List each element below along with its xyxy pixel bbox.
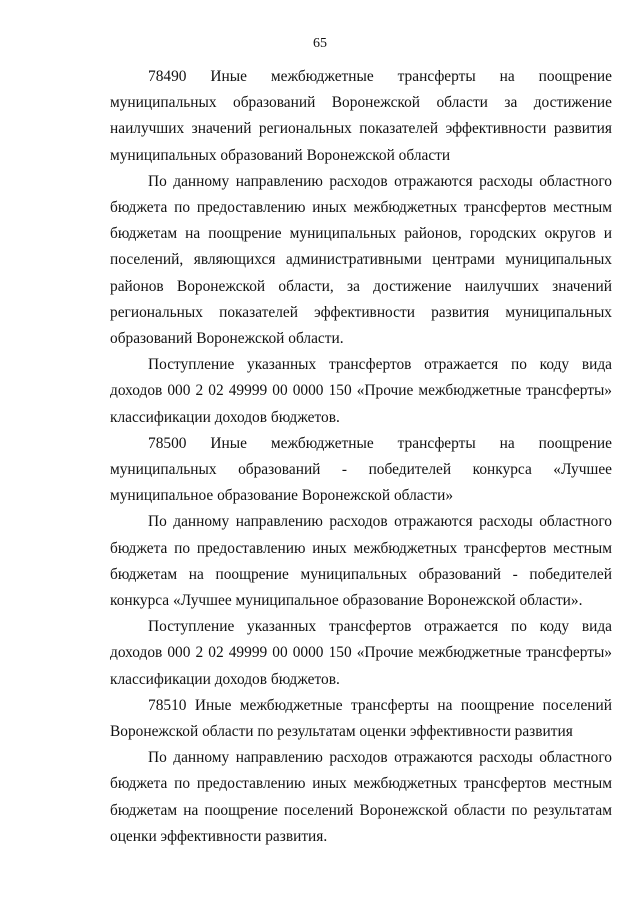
page-number: 65: [313, 36, 327, 51]
paragraph-78500-income-code: Поступление указанных трансфертов отражается по коду вида доходов 000 2 02 49999 00 0000 150 «Прочие межбюджетные трансферты» классификации доходов бюджетов.: [110, 618, 612, 688]
document-body: [110, 64, 612, 850]
section-heading-78490: 78490 Иные межбюджетные трансферты на поощрение муниципальных образований Воронежской области за достижение наилучших значений региональных показателей эффективности развития муниципальных образований Воронежской области: [110, 68, 612, 164]
section-heading-78510: 78510 Иные межбюджетные трансферты на поощрение поселений Воронежской области по результатам оценки эффективности развития: [110, 696, 612, 741]
paragraph-78490-description: По данному направлению расходов отражаются расходы областного бюджета по предоставлению иных межбюджетных трансфертов местным бюджетам на поощрение муниципальных районов, городских округов и поселений, являющихся административными центрами муниципальных районов Воронежской области, за достижение наилучших значений региональных показателей эффективности развития муниципальных образований Воронежской области.: [110, 172, 612, 348]
paragraph-78510-description: По данному направлению расходов отражаются расходы областного бюджета по предоставлению иных межбюджетных трансфертов местным бюджетам на поощрение поселений Воронежской области по результатам оценки эффективности развития.: [110, 749, 612, 845]
paragraph-78500-description: По данному направлению расходов отражаются расходы областного бюджета по предоставлению иных межбюджетных трансфертов местным бюджетам на поощрение муниципальных образований - победителей конкурса «Лучшее муниципальное образование Воронежской области».: [110, 513, 612, 610]
section-heading-78500: 78500 Иные межбюджетные трансферты на поощрение муниципальных образований - победителей конкурса «Лучшее муниципальное образование Воронежской области»: [110, 434, 612, 505]
paragraph-78490-income-code: Поступление указанных трансфертов отражается по коду вида доходов 000 2 02 49999 00 0000 150 «Прочие межбюджетные трансферты» классификации доходов бюджетов.: [110, 356, 612, 426]
